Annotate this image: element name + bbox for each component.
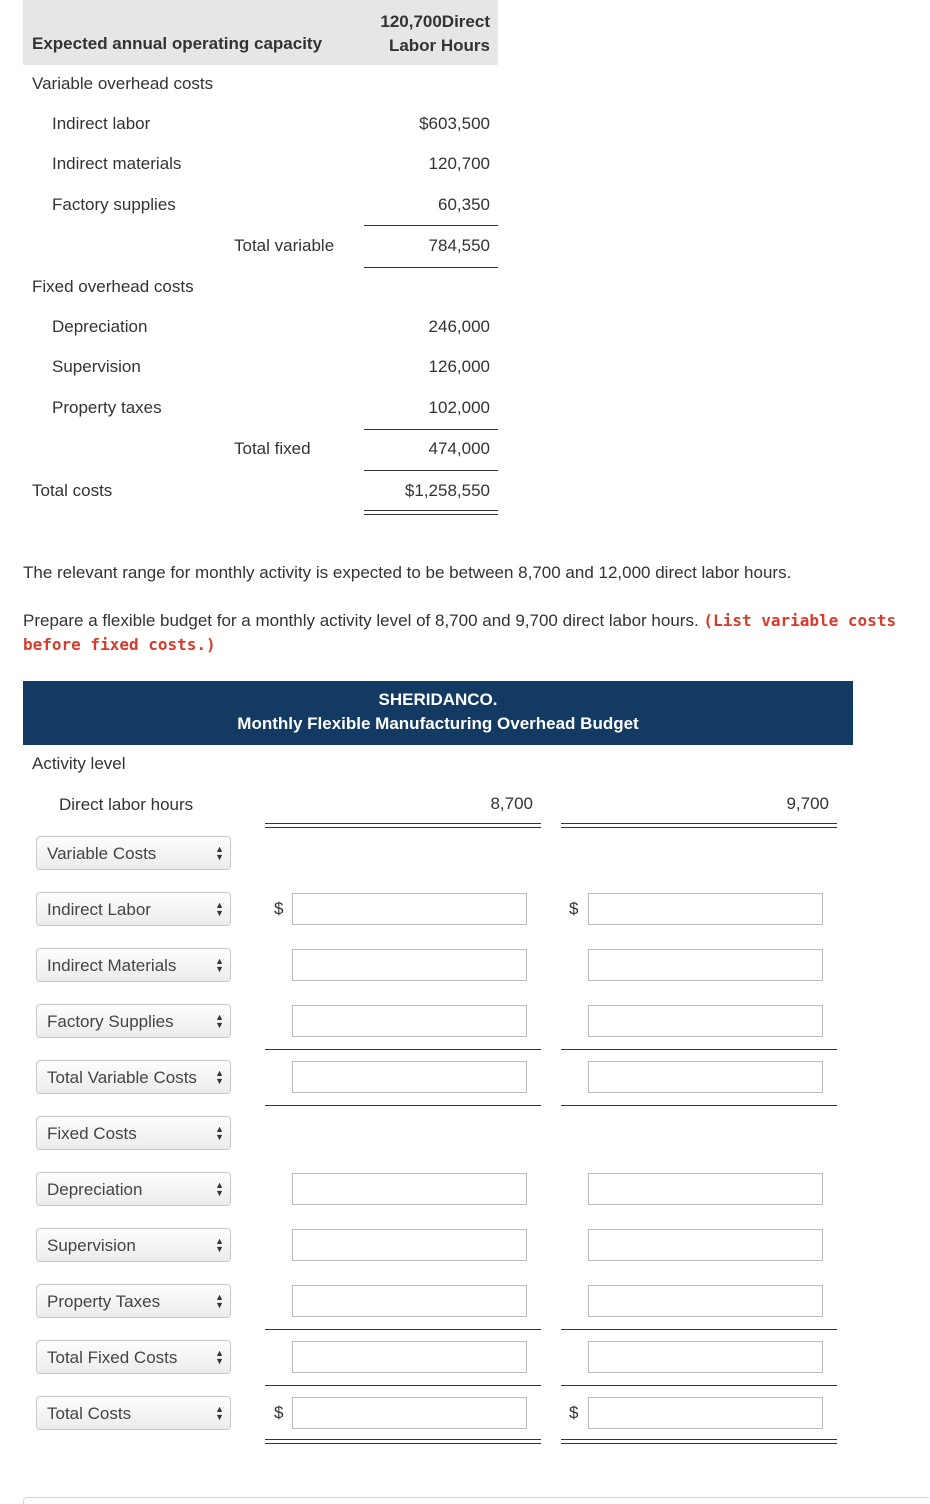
subtotal-rule xyxy=(265,1329,541,1330)
capacity-value: 120,700Direct Labor Hours xyxy=(380,12,490,55)
info-value-indirect-materials: 120,700 xyxy=(428,154,490,173)
info-label-indirect-materials: Indirect materials xyxy=(52,154,182,173)
direct-labor-hours-label: Direct labor hours xyxy=(59,795,194,814)
select-value: Factory Supplies xyxy=(47,1012,174,1031)
row-select-indirect-labor[interactable] xyxy=(36,892,231,926)
select-arrows-icon: ▲ ▼ xyxy=(215,956,224,974)
total-fixed-col1-input[interactable] xyxy=(292,1341,527,1373)
dollar-sign: $ xyxy=(569,899,579,918)
subtotal-rule xyxy=(364,225,498,226)
total-double-rule xyxy=(561,1439,837,1444)
hours-double-rule xyxy=(265,823,541,828)
total-costs-value: $1,258,550 xyxy=(404,481,490,500)
info-value-indirect-labor: $603,500 xyxy=(419,114,490,133)
budget-title: Monthly Flexible Manufacturing Overhead Budget xyxy=(237,714,639,733)
select-arrows-icon: ▲ ▼ xyxy=(215,1068,224,1086)
total-fixed-label: Total fixed xyxy=(234,439,311,458)
info-label-property-taxes: Property taxes xyxy=(52,398,162,417)
activity-level-label: Activity level xyxy=(32,754,126,773)
total-fixed-col2-input[interactable] xyxy=(588,1341,823,1373)
info-label-supervision: Supervision xyxy=(52,357,141,376)
subtotal-rule xyxy=(561,1049,837,1050)
total-costs-col2-input[interactable] xyxy=(588,1397,823,1429)
depreciation-col1-input[interactable] xyxy=(292,1173,527,1205)
prepare-instructions xyxy=(23,609,913,657)
row-select-indirect-materials[interactable] xyxy=(36,948,231,982)
row-select-total-costs[interactable] xyxy=(36,1396,231,1430)
subtotal-rule xyxy=(364,429,498,430)
info-label-indirect-labor: Indirect labor xyxy=(52,114,151,133)
row-select-variable-costs[interactable] xyxy=(36,836,231,870)
select-value: Indirect Labor xyxy=(47,900,151,919)
total-costs-col1-input[interactable] xyxy=(292,1397,527,1429)
company-name: SHERIDANCO. xyxy=(378,690,498,709)
subtotal-rule xyxy=(561,1105,837,1106)
row-select-depreciation[interactable] xyxy=(36,1172,231,1206)
select-arrows-icon: ▲ ▼ xyxy=(215,1124,224,1142)
dollar-sign: $ xyxy=(569,1403,579,1422)
select-value: Depreciation xyxy=(47,1180,143,1199)
select-arrows-icon: ▲ ▼ xyxy=(215,1348,224,1366)
factory-supplies-col2-input[interactable] xyxy=(588,1005,823,1037)
select-value: Indirect Materials xyxy=(47,956,177,975)
subtotal-rule xyxy=(561,1329,837,1330)
subtotal-rule xyxy=(265,1385,541,1386)
supervision-col2-input[interactable] xyxy=(588,1229,823,1261)
select-arrows-icon: ▲ ▼ xyxy=(215,844,224,862)
col1-hours: 8,700 xyxy=(490,794,533,813)
select-arrows-icon: ▲ ▼ xyxy=(215,1236,224,1254)
total-variable-label: Total variable xyxy=(234,236,335,255)
info-value-depreciation: 246,000 xyxy=(428,317,490,336)
col2-hours: 9,700 xyxy=(786,794,829,813)
row-select-total-fixed-costs[interactable] xyxy=(36,1340,231,1374)
info-value-property-taxes: 102,000 xyxy=(428,398,490,417)
indirect-materials-col1-input[interactable] xyxy=(292,949,527,981)
select-value: Total Costs xyxy=(47,1404,132,1423)
select-value: Property Taxes xyxy=(47,1292,161,1311)
property-taxes-col2-input[interactable] xyxy=(588,1285,823,1317)
variable-heading: Variable overhead costs xyxy=(32,74,214,93)
subtotal-rule xyxy=(265,1049,541,1050)
row-select-supervision[interactable] xyxy=(36,1228,231,1262)
subtotal-rule xyxy=(265,1105,541,1106)
info-value-factory-supplies: 60,350 xyxy=(438,195,490,214)
select-value: Total Fixed Costs xyxy=(47,1348,178,1367)
emphasis-text: (List variable costs before fixed costs.) xyxy=(23,611,897,654)
info-value-supervision: 126,000 xyxy=(428,357,490,376)
select-value: Total Variable Costs xyxy=(47,1068,197,1087)
row-select-total-variable-costs[interactable] xyxy=(36,1060,231,1094)
dollar-sign: $ xyxy=(274,1403,284,1422)
prepare-text: Prepare a flexible budget for a monthly activity level of 8,700 and 9,700 direct labor hours. xyxy=(23,611,699,630)
total-variable-col1-input[interactable] xyxy=(292,1061,527,1093)
depreciation-col2-input[interactable] xyxy=(588,1173,823,1205)
factory-supplies-col1-input[interactable] xyxy=(292,1005,527,1037)
subtotal-rule xyxy=(364,470,498,471)
select-arrows-icon: ▲ ▼ xyxy=(215,1012,224,1030)
select-value: Supervision xyxy=(47,1236,136,1255)
indirect-labor-col1-input[interactable] xyxy=(292,893,527,925)
select-arrows-icon: ▲ ▼ xyxy=(215,1404,224,1422)
info-label-depreciation: Depreciation xyxy=(52,317,148,336)
subtotal-rule xyxy=(561,1385,837,1386)
dollar-sign: $ xyxy=(274,899,284,918)
select-value: Variable Costs xyxy=(47,844,157,863)
range-text: The relevant range for monthly activity is expected to be between 8,700 and 12,000 direct labor hours. xyxy=(23,563,792,582)
info-label-factory-supplies: Factory supplies xyxy=(52,195,176,214)
row-select-fixed-costs[interactable] xyxy=(36,1116,231,1150)
total-variable-col2-input[interactable] xyxy=(588,1061,823,1093)
capacity-label: Expected annual operating capacity xyxy=(32,34,323,53)
hours-double-rule xyxy=(561,823,837,828)
budget-banner xyxy=(23,681,853,745)
total-costs-label: Total costs xyxy=(32,481,113,500)
total-variable-value: 784,550 xyxy=(428,236,490,255)
total-double-rule xyxy=(265,1439,541,1444)
select-arrows-icon: ▲ ▼ xyxy=(215,900,224,918)
row-select-property-taxes[interactable] xyxy=(36,1284,231,1318)
supervision-col1-input[interactable] xyxy=(292,1229,527,1261)
select-arrows-icon: ▲ ▼ xyxy=(215,1292,224,1310)
select-arrows-icon: ▲ ▼ xyxy=(215,1180,224,1198)
total-double-rule xyxy=(364,510,498,515)
property-taxes-col1-input[interactable] xyxy=(292,1285,527,1317)
indirect-materials-col2-input[interactable] xyxy=(588,949,823,981)
fixed-heading: Fixed overhead costs xyxy=(32,277,194,296)
total-fixed-value: 474,000 xyxy=(428,439,490,458)
select-value: Fixed Costs xyxy=(47,1124,137,1143)
indirect-labor-col2-input[interactable] xyxy=(588,893,823,925)
row-select-factory-supplies[interactable] xyxy=(36,1004,231,1038)
subtotal-rule xyxy=(364,267,498,268)
